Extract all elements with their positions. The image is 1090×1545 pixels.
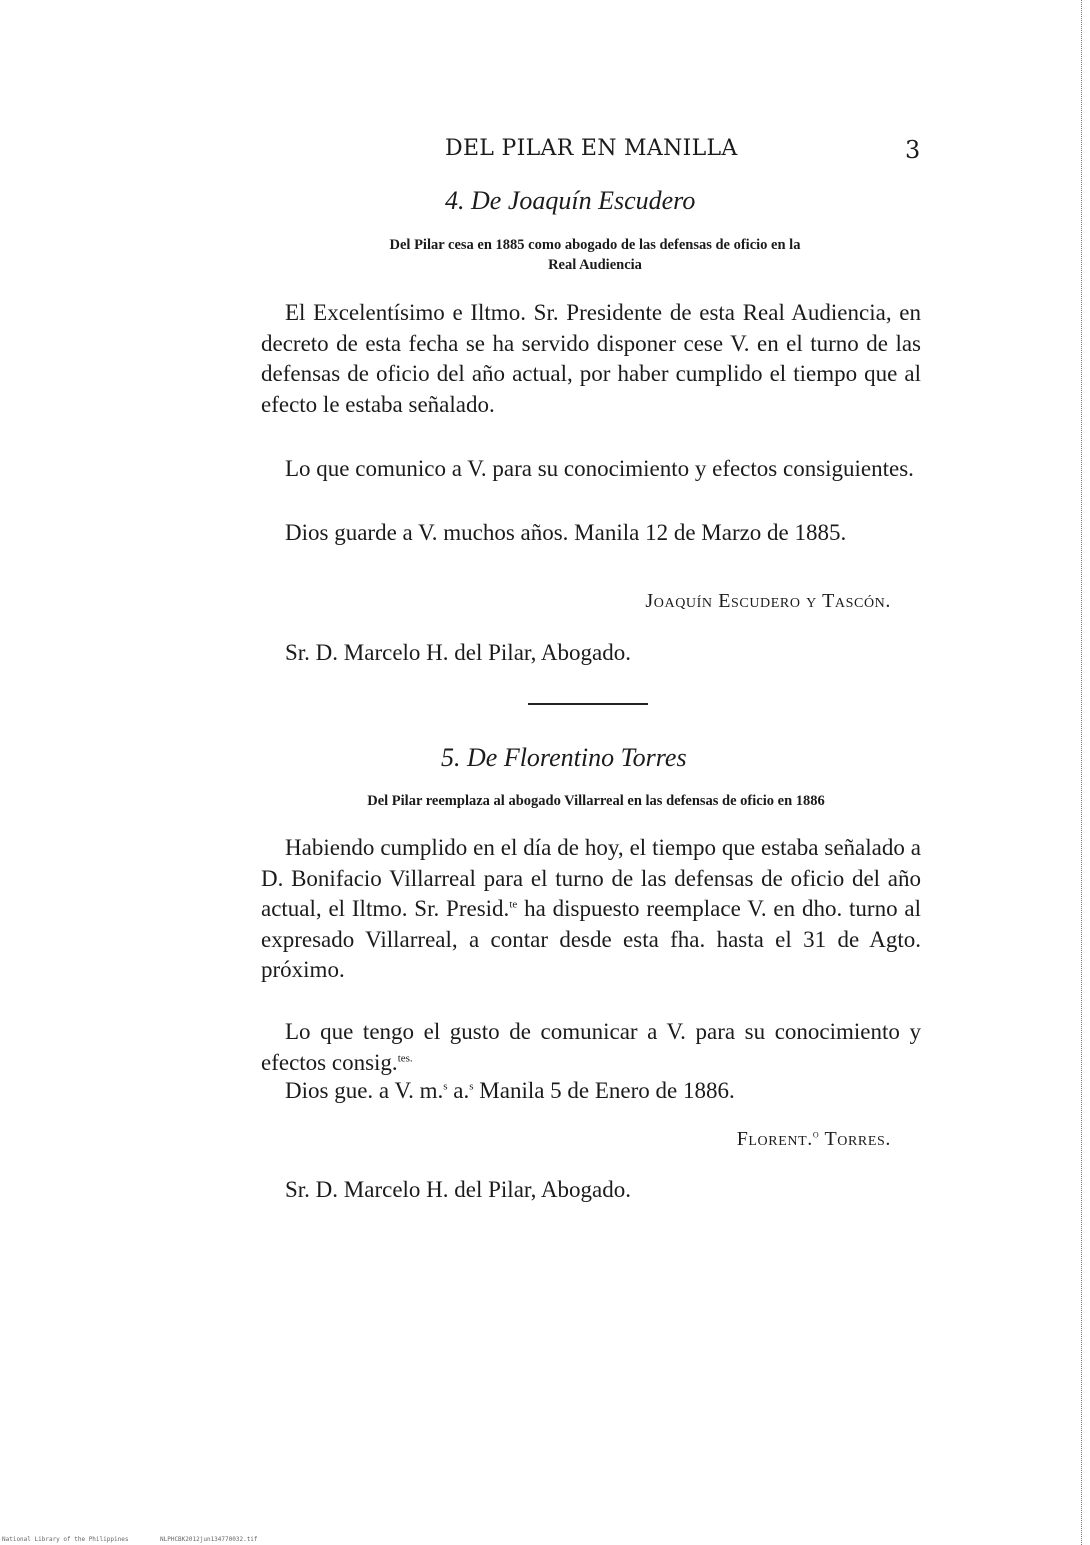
letter-5-paragraph-1 [261, 833, 921, 986]
letter-5-paragraph-3 [261, 1076, 921, 1107]
footer-file-id: NLPHCBK2012jun134770032.tif [160, 1536, 258, 1543]
letter-5-signature-part-a: Florent. [736, 1128, 813, 1150]
page-number: 3 [905, 136, 921, 164]
letter-5-paragraph-3-part-b: a. [447, 1078, 470, 1103]
letter-5-title: 5. De Florentino Torres [441, 743, 687, 772]
section-divider [528, 703, 648, 705]
letter-5-paragraph-3-part-c: Manila 5 de Enero de 1886. [473, 1078, 735, 1103]
letter-5-paragraph-1-part-b: ha dispuesto reemplace V. en dho. turno al expresado Villarreal, a contar desde esta fha. hasta el 31 de Agto. próximo. [261, 896, 922, 982]
letter-5-paragraph-3-part-a: Dios gue. a V. m. [285, 1078, 444, 1103]
footer-library: National Library of the Philippines [2, 1536, 129, 1543]
letter-4-paragraph-2: Lo que comunico a V. para su conocimiento y efectos consiguientes. [285, 456, 914, 481]
letter-5-addressee: Sr. D. Marcelo H. del Pilar, Abogado. [285, 1177, 631, 1202]
letter-4-title: 4. De Joaquín Escudero [445, 186, 696, 215]
letter-4-summary [280, 236, 910, 275]
superscript: te [509, 898, 518, 911]
letter-5-paragraph-2-text: Lo que tengo el gusto de comunicar a V. para su conocimiento y efectos consig. [261, 1019, 921, 1075]
letter-5-paragraph-2 [261, 1017, 921, 1078]
letter-4-addressee: Sr. D. Marcelo H. del Pilar, Abogado. [285, 640, 631, 665]
letter-5-signature [737, 1128, 891, 1151]
superscript: s [469, 1080, 474, 1093]
superscript: o [812, 1128, 820, 1141]
running-head: DEL PILAR EN MANILLA [445, 136, 738, 161]
scan-edge-line [1080, 0, 1082, 1545]
superscript: tes. [397, 1051, 413, 1064]
letter-4-summary-line-1: Del Pilar cesa en 1885 como abogado de las defensas de oficio en la [389, 237, 801, 253]
letter-5-paragraph-1-part-a: Habiendo cumplido en el día de hoy, el tiempo que estaba señalado a D. Bonifacio Villarreal para el turno de las defensas de oficio del año actual, el Iltmo. Sr. Presid. [261, 835, 921, 921]
letter-4-signature: Joaquín Escudero y Tascón. [645, 590, 891, 612]
letter-4-paragraph-3: Dios guarde a V. muchos años. Manila 12 de Marzo de 1885. [285, 520, 847, 545]
letter-5-summary: Del Pilar reemplaza al abogado Villarreal en las defensas de oficio en 1886 [367, 793, 825, 809]
letter-4-summary-line-2: Real Audiencia [548, 256, 642, 273]
letter-4-paragraph-1: El Excelentísimo e Iltmo. Sr. Presidente de esta Real Audiencia, en decreto de esta fecha se ha servido disponer cese V. en el turno de las defensas de oficio del año actual, por haber cumplido el tiempo que al efecto le estaba señalado. [261, 300, 921, 417]
superscript: s [443, 1080, 448, 1093]
letter-5-signature-part-b: Torres. [819, 1128, 891, 1150]
